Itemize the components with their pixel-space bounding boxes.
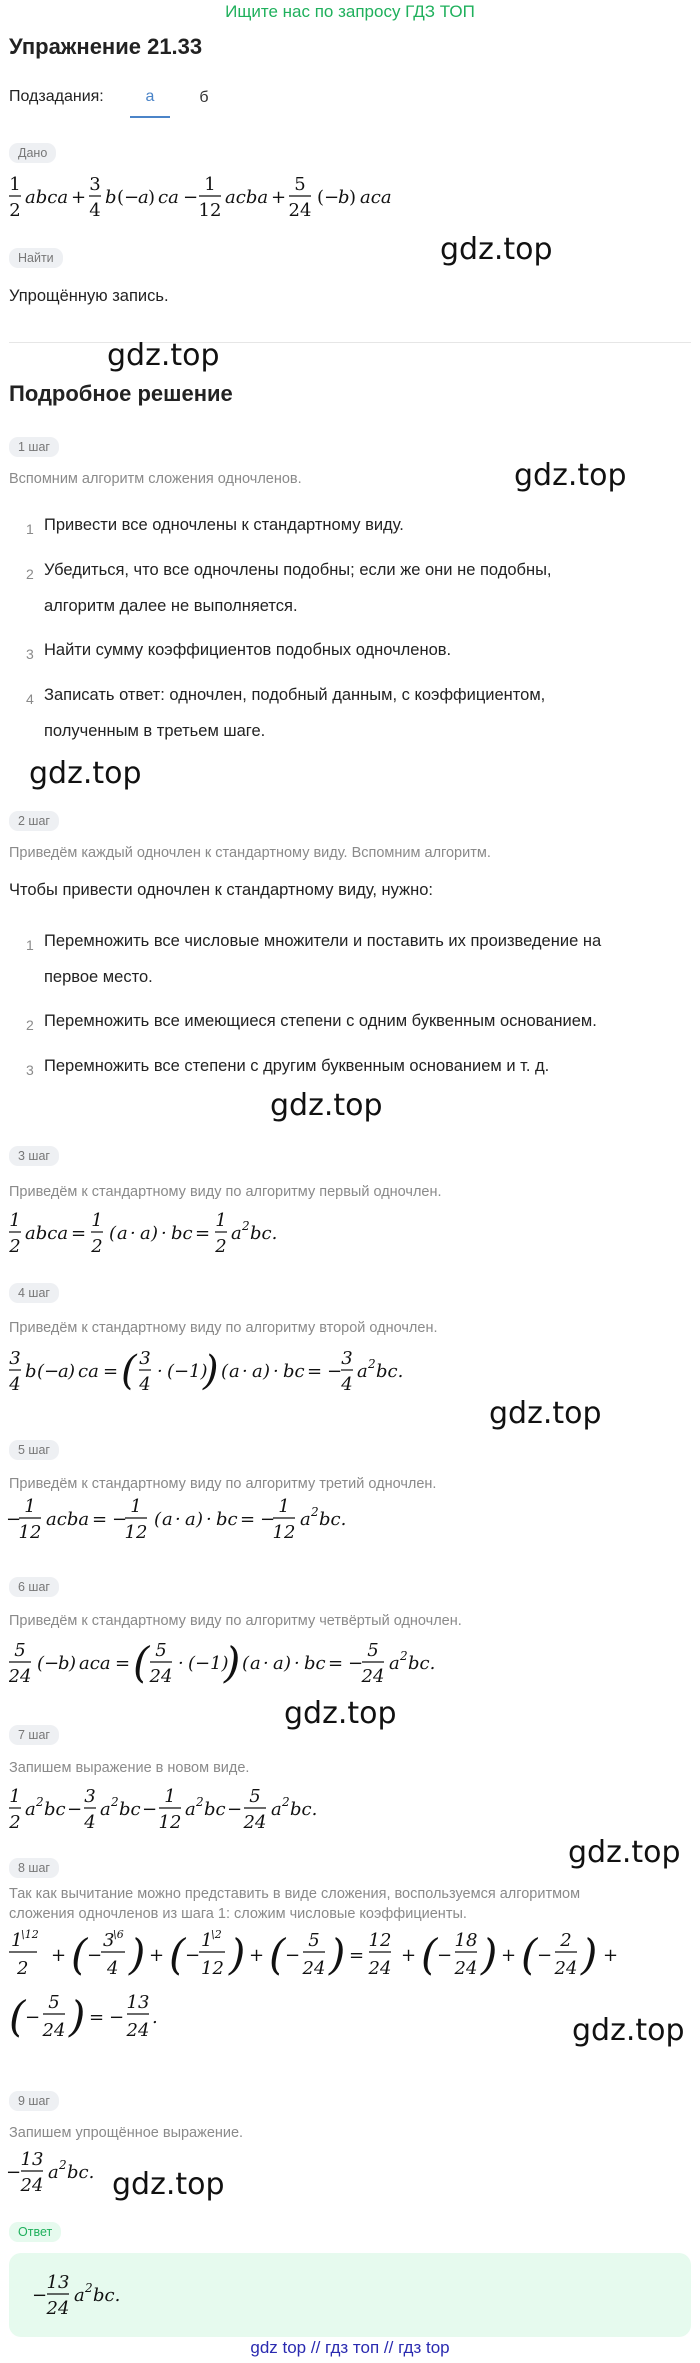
step-intro: сложения одночленов из шага 1: сложим числовые коэффициенты. (9, 1906, 467, 1922)
svg-text:(: ( (521, 1930, 538, 1979)
svg-text:): ) (224, 1638, 241, 1687)
svg-text:(: ( (242, 1653, 250, 1674)
svg-text:): ) (196, 1509, 204, 1530)
footer-link[interactable]: гдз топ (325, 2338, 380, 2357)
watermark: gdz.top (514, 458, 627, 493)
svg-text:a: a (185, 1799, 196, 1820)
footer-links (0, 2338, 700, 2358)
svg-text:a: a (389, 1653, 400, 1674)
svg-text:2: 2 (560, 1930, 572, 1951)
svg-text:12: 12 (272, 1522, 296, 1543)
svg-text:24: 24 (243, 1812, 267, 1833)
list-number: 4 (26, 691, 34, 707)
svg-text:bc: bc (204, 1799, 226, 1820)
svg-text:1: 1 (215, 1210, 227, 1231)
svg-text:3: 3 (89, 174, 101, 195)
list-number: 2 (26, 1017, 34, 1033)
svg-text:1: 1 (164, 1786, 176, 1807)
list-number: 1 (26, 937, 34, 953)
watermark: gdz.top (270, 1088, 383, 1123)
svg-text:2: 2 (111, 1795, 119, 1809)
svg-text:.: . (152, 2007, 158, 2028)
step-intro: Приведём к стандартному виду по алгоритму третий одночлен. (9, 1476, 437, 1492)
svg-text:·: · (294, 1653, 300, 1674)
svg-text:24: 24 (554, 1958, 578, 1979)
svg-text:24: 24 (20, 2175, 44, 2196)
svg-text:4: 4 (139, 1374, 151, 1395)
svg-text:bc: bc (304, 1653, 326, 1674)
subtask-tab-a[interactable]: а (130, 78, 170, 118)
svg-text:b: b (105, 187, 117, 208)
svg-text:=: = (71, 1223, 87, 1244)
subtasks-label: Подзадания: (9, 88, 104, 105)
svg-text:bc: bc (283, 1361, 305, 1382)
svg-text:+: + (271, 187, 287, 208)
svg-text:(: ( (169, 1930, 186, 1979)
svg-text:2: 2 (59, 2158, 67, 2172)
svg-text:a: a (185, 1509, 196, 1530)
answer-expression (30, 2268, 170, 2329)
svg-text:·: · (130, 1223, 136, 1244)
step-intro: Запишем выражение в новом виде. (9, 1760, 250, 1776)
svg-text:·: · (161, 1223, 167, 1244)
svg-text:+: + (149, 1945, 165, 1966)
svg-text:5: 5 (48, 1992, 60, 2013)
svg-text:2: 2 (9, 1812, 21, 1833)
svg-text:bc: bc (119, 1799, 141, 1820)
svg-text:): ) (263, 1361, 271, 1382)
step-chip: 7 шаг (9, 1725, 59, 1745)
svg-text:bc.: bc. (250, 1223, 278, 1244)
svg-text:): ) (151, 1223, 159, 1244)
svg-text:−: − (185, 1945, 201, 1966)
step-chip: 9 шаг (9, 2091, 59, 2111)
svg-text:bc.: bc. (319, 1509, 347, 1530)
svg-text:a: a (140, 1223, 151, 1244)
svg-text:2: 2 (91, 1236, 103, 1257)
step-chip: 3 шаг (9, 1146, 59, 1166)
svg-text:a: a (117, 1223, 128, 1244)
svg-text:3: 3 (139, 1348, 151, 1369)
svg-text:): ) (148, 187, 156, 208)
list-number: 3 (26, 646, 34, 662)
svg-text:·: · (206, 1509, 212, 1530)
step7-expression (9, 1782, 369, 1843)
svg-text:a: a (58, 1361, 69, 1382)
page-title: Упражнение 21.33 (9, 34, 203, 59)
svg-text:12: 12 (201, 1958, 224, 1979)
svg-text:): ) (69, 1653, 77, 1674)
svg-text:(: ( (109, 1223, 117, 1244)
svg-text:(−: (− (117, 187, 140, 208)
svg-text:1: 1 (278, 1496, 290, 1517)
list-item: первое место. (44, 968, 153, 986)
svg-text:bc: bc (44, 1799, 66, 1820)
svg-text:+: + (51, 1945, 67, 1966)
svg-text:24: 24 (126, 2020, 150, 2041)
svg-text:\12: \12 (21, 1928, 39, 1941)
svg-text:(−1): (−1) (188, 1653, 229, 1674)
svg-text:2: 2 (36, 1795, 44, 1809)
step6-expression (9, 1634, 509, 1701)
svg-text:4: 4 (107, 1958, 119, 1979)
svg-text:4: 4 (9, 1374, 21, 1395)
step-chip: 1 шаг (9, 437, 59, 457)
step-intro: Приведём к стандартному виду по алгоритму первый одночлен. (9, 1184, 442, 1200)
svg-text:·: · (273, 1361, 279, 1382)
svg-text:−: − (437, 1945, 453, 1966)
svg-text:a: a (74, 2285, 85, 2306)
svg-text:−: − (227, 1799, 243, 1820)
watermark: gdz.top (112, 2167, 225, 2202)
step-intro: Приведём к стандартному виду по алгоритму второй одночлен. (9, 1320, 438, 1336)
svg-text:5: 5 (14, 1640, 26, 1661)
svg-text:24: 24 (368, 1958, 392, 1979)
solution-title: Подробное решение (9, 381, 233, 406)
svg-text:12: 12 (18, 1522, 42, 1543)
svg-text:acba: acba (46, 1509, 90, 1530)
svg-text:+: + (603, 1945, 619, 1966)
svg-text:−: − (6, 2162, 22, 2183)
svg-text:(: ( (121, 1348, 137, 1394)
subtask-tab-b[interactable]: б (199, 89, 209, 106)
svg-text:): ) (284, 1653, 292, 1674)
svg-text:13: 13 (126, 1992, 150, 2013)
watermark: gdz.top (107, 338, 220, 373)
step5-expression (4, 1492, 404, 1553)
svg-text:ca: ca (158, 187, 179, 208)
svg-text:2: 2 (196, 1795, 204, 1809)
svg-text:1: 1 (130, 1496, 142, 1517)
svg-text:3: 3 (341, 1348, 353, 1369)
svg-text:ca: ca (78, 1361, 99, 1382)
svg-text:−: − (183, 187, 199, 208)
svg-text:5: 5 (249, 1786, 261, 1807)
svg-text:−: − (537, 1945, 553, 1966)
svg-text:18: 18 (454, 1930, 478, 1951)
step-chip: 8 шаг (9, 1858, 59, 1878)
svg-text:2: 2 (368, 1357, 376, 1371)
watermark: gdz.top (568, 1835, 681, 1870)
svg-text:abca: abca (25, 1223, 69, 1244)
list-number: 1 (26, 521, 34, 537)
svg-text:a: a (273, 1653, 284, 1674)
svg-text:1: 1 (91, 1210, 103, 1231)
svg-text:a: a (300, 1509, 311, 1530)
svg-text:2: 2 (9, 200, 21, 221)
top-banner: Ищите нас по запросу ГДЗ ТОП (225, 2, 475, 21)
svg-text:12: 12 (158, 1812, 182, 1833)
svg-text:2: 2 (282, 1795, 290, 1809)
svg-text:): ) (481, 1930, 498, 1979)
svg-text:(: ( (133, 1638, 150, 1687)
svg-text:+: + (501, 1945, 517, 1966)
footer-link[interactable]: gdz top (250, 2338, 307, 2357)
svg-text:1: 1 (204, 174, 216, 195)
step-intro: Вспомним алгоритм сложения одночленов. (9, 471, 302, 487)
step-intro: Приведём каждый одночлен к стандартному виду. Вспомним алгоритм. (9, 845, 491, 861)
svg-text:−: − (348, 1653, 364, 1674)
step-chip: 2 шаг (9, 811, 59, 831)
svg-text:12: 12 (124, 1522, 148, 1543)
watermark: gdz.top (440, 232, 553, 267)
svg-text:2: 2 (9, 1236, 21, 1257)
svg-text:4: 4 (341, 1374, 353, 1395)
svg-text:13: 13 (20, 2149, 44, 2170)
svg-text:abca: abca (25, 187, 69, 208)
svg-text:+: + (249, 1945, 265, 1966)
svg-text:24: 24 (454, 1958, 478, 1979)
list-item: Убедиться, что все одночлены подобны; если же они не подобны, (44, 561, 552, 579)
svg-text:(: ( (221, 1361, 229, 1382)
svg-text:−: − (109, 2007, 125, 2028)
svg-text:12: 12 (368, 1930, 392, 1951)
step-intro: Так как вычитание можно представить в виде сложения, воспользуемся алгоритмом (9, 1886, 581, 1902)
step-intro: Запишем упрощённое выражение. (9, 2125, 244, 2141)
svg-text:−: − (142, 1799, 158, 1820)
svg-text:acba: acba (225, 187, 269, 208)
step-intro: Приведём к стандартному виду по алгоритму четвёртый одночлен. (9, 1613, 462, 1629)
svg-text:(−1): (−1) (167, 1361, 208, 1382)
list-item: Записать ответ: одночлен, подобный данным, с коэффициентом, (44, 686, 546, 704)
svg-text:bc.: bc. (67, 2162, 95, 2183)
svg-text:24: 24 (42, 2020, 66, 2041)
svg-text:a: a (231, 1223, 242, 1244)
step-chip: 5 шаг (9, 1440, 59, 1460)
svg-text:a: a (162, 1509, 173, 1530)
list-number: 2 (26, 566, 34, 582)
svg-text:bc: bc (171, 1223, 193, 1244)
svg-text:·: · (178, 1653, 184, 1674)
given-expression (9, 170, 449, 231)
svg-text:24: 24 (302, 1958, 326, 1979)
svg-text:·: · (242, 1361, 248, 1382)
svg-text:=: = (103, 1361, 119, 1382)
footer-separator: // (383, 2338, 394, 2357)
svg-text:5: 5 (308, 1930, 320, 1951)
svg-text:13: 13 (46, 2272, 70, 2293)
svg-text:): ) (349, 187, 357, 208)
svg-text:=: = (195, 1223, 211, 1244)
svg-text:−: − (285, 1945, 301, 1966)
svg-text:−: − (260, 1509, 276, 1530)
svg-text:·: · (157, 1361, 163, 1382)
list-item: алгоритм далее не выполняется. (44, 597, 298, 615)
svg-text:+: + (71, 187, 87, 208)
footer-separator: // (310, 2338, 321, 2357)
svg-text:bc.: bc. (290, 1799, 318, 1820)
list-number: 3 (26, 1062, 34, 1078)
svg-text:=: = (92, 1509, 108, 1530)
step-chip: 6 шаг (9, 1577, 59, 1597)
svg-text:24: 24 (149, 1666, 173, 1687)
svg-text:1: 1 (9, 1786, 21, 1807)
svg-text:24: 24 (288, 200, 312, 221)
svg-text:): ) (69, 1992, 86, 2041)
svg-text:−: − (67, 1799, 83, 1820)
svg-text:−: − (25, 2007, 41, 2028)
svg-text:1: 1 (24, 1496, 36, 1517)
svg-text:(−: (− (37, 1653, 60, 1674)
svg-text:a: a (25, 1799, 36, 1820)
svg-text:(: ( (269, 1930, 286, 1979)
svg-text:b: b (25, 1361, 37, 1382)
watermark: gdz.top (489, 1396, 602, 1431)
footer-link[interactable]: гдз top (398, 2338, 450, 2357)
svg-text:2: 2 (215, 1236, 227, 1257)
svg-text:24: 24 (9, 1666, 32, 1687)
svg-text:a: a (48, 2162, 59, 2183)
svg-text:(−: (− (37, 1361, 60, 1382)
svg-text:a: a (250, 1653, 261, 1674)
svg-text:4: 4 (89, 200, 101, 221)
svg-text:aca: aca (79, 1653, 111, 1674)
svg-text:=: = (349, 1945, 365, 1966)
svg-text:(: ( (71, 1930, 88, 1979)
svg-text:b: b (338, 187, 350, 208)
svg-text:2: 2 (85, 2281, 93, 2295)
svg-text:−: − (327, 1361, 343, 1382)
svg-text:bc.: bc. (408, 1653, 436, 1674)
svg-text:(: ( (154, 1509, 162, 1530)
answer-chip: Ответ (9, 2222, 61, 2242)
step3-expression (9, 1206, 329, 1267)
watermark: gdz.top (29, 756, 142, 791)
step-lead: Чтобы привести одночлен к стандартному виду, нужно: (9, 881, 433, 899)
svg-text:−: − (6, 1509, 22, 1530)
svg-text:1: 1 (9, 1210, 21, 1231)
svg-text:=: = (89, 2007, 105, 2028)
svg-text:a: a (100, 1799, 111, 1820)
svg-text:−: − (32, 2285, 48, 2306)
list-item: Найти сумму коэффициентов подобных одночленов. (44, 641, 452, 659)
svg-text:1: 1 (201, 1930, 213, 1951)
svg-text:·: · (175, 1509, 181, 1530)
svg-text:=: = (115, 1653, 131, 1674)
given-chip: Дано (9, 143, 56, 163)
svg-text:24: 24 (46, 2298, 70, 2319)
svg-text:5: 5 (155, 1640, 167, 1661)
svg-text:4: 4 (84, 1812, 96, 1833)
svg-text:2: 2 (311, 1505, 319, 1519)
svg-text:a: a (229, 1361, 240, 1382)
svg-text:): ) (203, 1348, 219, 1394)
svg-text:3: 3 (84, 1786, 96, 1807)
svg-text:(−: (− (317, 187, 340, 208)
svg-text:bc.: bc. (376, 1361, 404, 1382)
svg-text:1: 1 (11, 1930, 23, 1951)
svg-text:2: 2 (242, 1219, 250, 1233)
svg-text:(: ( (421, 1930, 438, 1979)
list-item: полученным в третьем шаге. (44, 722, 266, 740)
svg-text:2: 2 (400, 1649, 408, 1663)
svg-text:−: − (87, 1945, 103, 1966)
svg-text:5: 5 (294, 174, 306, 195)
svg-text:1: 1 (9, 174, 21, 195)
list-item: Привести все одночлены к стандартному виду. (44, 516, 404, 534)
svg-text:·: · (263, 1653, 269, 1674)
list-item: Перемножить все числовые множители и поставить их произведение на (44, 932, 602, 950)
svg-text:a: a (357, 1361, 368, 1382)
svg-text:\2: \2 (211, 1928, 222, 1941)
svg-text:=: = (240, 1509, 256, 1530)
find-chip: Найти (9, 248, 63, 268)
list-item: Перемножить все имеющиеся степени с одним буквенным основанием. (44, 1012, 597, 1030)
svg-text:bc: bc (216, 1509, 238, 1530)
svg-text:(: ( (9, 1992, 26, 2041)
svg-text:a: a (271, 1799, 282, 1820)
step4-expression (9, 1342, 469, 1407)
svg-text:2: 2 (17, 1958, 29, 1979)
svg-text:5: 5 (367, 1640, 379, 1661)
svg-text:): ) (68, 1361, 76, 1382)
find-text: Упрощённую запись. (9, 287, 169, 305)
svg-text:a: a (138, 187, 149, 208)
watermark: gdz.top (572, 2013, 685, 2048)
svg-text:b: b (58, 1653, 70, 1674)
step-chip: 4 шаг (9, 1283, 59, 1303)
svg-text:12: 12 (198, 200, 222, 221)
svg-text:+: + (401, 1945, 417, 1966)
svg-text:): ) (581, 1930, 598, 1979)
svg-text:): ) (129, 1930, 146, 1979)
svg-text:\6: \6 (113, 1928, 124, 1941)
watermark: gdz.top (284, 1696, 397, 1731)
svg-text:3: 3 (103, 1930, 115, 1951)
svg-text:−: − (112, 1509, 128, 1530)
svg-text:=: = (307, 1361, 323, 1382)
svg-text:bc.: bc. (93, 2285, 121, 2306)
svg-text:3: 3 (9, 1348, 21, 1369)
svg-text:a: a (252, 1361, 263, 1382)
list-item: Перемножить все степени с другим буквенным основанием и т. д. (44, 1057, 550, 1075)
svg-text:aca: aca (360, 187, 392, 208)
svg-text:): ) (329, 1930, 346, 1979)
svg-text:=: = (328, 1653, 344, 1674)
svg-text:): ) (229, 1930, 246, 1979)
svg-text:24: 24 (361, 1666, 385, 1687)
